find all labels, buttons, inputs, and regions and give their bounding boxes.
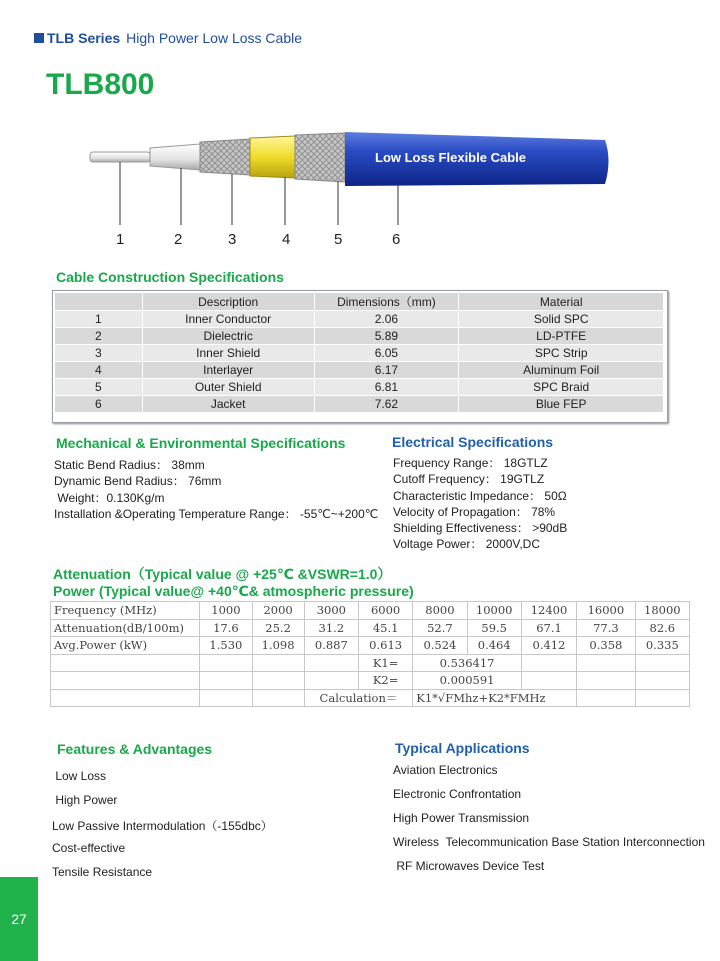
table-header-row bbox=[55, 293, 664, 311]
table-cell: SPC Braid bbox=[459, 379, 664, 396]
table-cell: 1000 bbox=[200, 602, 252, 620]
list-item: Wireless Telecommunication Base Station Interconnection bbox=[393, 835, 705, 849]
table-cell: 2000 bbox=[252, 602, 304, 620]
table-cell: 52.7 bbox=[413, 619, 467, 637]
table-cell: Inner Conductor bbox=[142, 311, 314, 328]
list-item: Tensile Resistance bbox=[52, 865, 153, 879]
calculation-label: Calculation＝ bbox=[304, 689, 413, 707]
table-row bbox=[51, 637, 690, 655]
table-cell: 0.887 bbox=[304, 637, 358, 655]
table-cell: Dielectric bbox=[142, 328, 314, 345]
table-cell: 1.530 bbox=[200, 637, 252, 655]
inner-shield-shape bbox=[200, 139, 250, 175]
table-cell: 1 bbox=[55, 311, 143, 328]
list-item: Low Loss bbox=[52, 769, 107, 783]
outer-shield-shape bbox=[295, 133, 345, 182]
table-cell: 5.89 bbox=[314, 328, 459, 345]
dielectric-shape bbox=[150, 144, 200, 170]
table-cell: 3 bbox=[55, 345, 143, 362]
table-cell: 31.2 bbox=[304, 619, 358, 637]
table-row bbox=[55, 362, 664, 379]
cable-label: Low Loss Flexible Cable bbox=[375, 150, 526, 165]
construction-heading: Cable Construction Specifications bbox=[56, 269, 284, 285]
callout-number: 3 bbox=[228, 231, 237, 248]
table-cell: Outer Shield bbox=[142, 379, 314, 396]
table-cell: 2.06 bbox=[314, 311, 459, 328]
table-cell: 59.5 bbox=[467, 619, 521, 637]
table-cell: 6 bbox=[55, 396, 143, 413]
attenuation-table bbox=[50, 601, 690, 707]
spec-line: Shielding Effectiveness： >90dB bbox=[393, 521, 568, 536]
applications-list bbox=[393, 763, 705, 883]
callout-number: 1 bbox=[116, 231, 125, 248]
list-item: Cost-effective bbox=[52, 841, 126, 855]
spec-line: Dynamic Bend Radius： 76mm bbox=[54, 474, 222, 489]
table-cell: 0.524 bbox=[413, 637, 467, 655]
table-cell: 0.613 bbox=[358, 637, 412, 655]
list-item: RF Microwaves Device Test bbox=[393, 859, 545, 873]
k2-value: 0.000591 bbox=[413, 672, 522, 690]
row-label: Attenuation(dB/100m) bbox=[51, 619, 200, 637]
series-header bbox=[34, 30, 302, 46]
spec-line: Velocity of Propagation： 78% bbox=[393, 504, 556, 519]
square-bullet-icon bbox=[34, 33, 44, 43]
spec-line: Weight：0.130Kg/m bbox=[54, 490, 165, 505]
callout-number: 2 bbox=[174, 231, 183, 248]
table-row bbox=[51, 619, 690, 637]
list-item: Low Passive Intermodulation（-155dbc） bbox=[52, 819, 273, 833]
list-item: High Power Transmission bbox=[393, 811, 530, 825]
table-cell: Jacket bbox=[142, 396, 314, 413]
table-cell: 1.098 bbox=[252, 637, 304, 655]
table-cell: 4 bbox=[55, 362, 143, 379]
table-cell: 6.17 bbox=[314, 362, 459, 379]
table-cell: LD-PTFE bbox=[459, 328, 664, 345]
table-cell: 7.62 bbox=[314, 396, 459, 413]
attenuation-heading: Attenuation（Typical value @ +25℃ &VSWR=1.0） bbox=[53, 566, 392, 582]
table-cell: 6.81 bbox=[314, 379, 459, 396]
callout-number: 4 bbox=[282, 231, 291, 248]
callout-number: 6 bbox=[392, 231, 401, 248]
list-item: Electronic Confrontation bbox=[393, 787, 522, 801]
spec-line: Frequency Range： 18GTLZ bbox=[393, 456, 548, 470]
spec-line: Characteristic Impedance： 50Ω bbox=[393, 488, 567, 503]
table-row bbox=[51, 654, 690, 672]
features-list bbox=[52, 769, 273, 889]
table-cell: 25.2 bbox=[252, 619, 304, 637]
k1-label: K1= bbox=[358, 654, 412, 672]
features-heading: Features & Advantages bbox=[57, 741, 213, 757]
table-cell: Inner Shield bbox=[142, 345, 314, 362]
table-row bbox=[51, 689, 690, 707]
electrical-spec-list bbox=[393, 455, 567, 553]
k2-label: K2= bbox=[358, 672, 412, 690]
interlayer-shape bbox=[250, 136, 295, 178]
spec-line: Installation &Operating Temperature Range： -55℃~+200℃ bbox=[54, 506, 379, 521]
table-cell: 77.3 bbox=[577, 619, 635, 637]
table-cell: Aluminum Foil bbox=[459, 362, 664, 379]
list-item: Aviation Electronics bbox=[393, 763, 498, 777]
table-row bbox=[51, 602, 690, 620]
series-description: High Power Low Loss Cable bbox=[126, 30, 303, 46]
table-row bbox=[55, 311, 664, 328]
column-header: Description bbox=[142, 293, 314, 311]
table-cell: Blue FEP bbox=[459, 396, 664, 413]
table-cell: 67.1 bbox=[521, 619, 576, 637]
table-cell: SPC Strip bbox=[459, 345, 664, 362]
column-header bbox=[55, 293, 143, 311]
row-label: Avg.Power (kW) bbox=[51, 637, 200, 655]
page-number: 27 bbox=[11, 911, 27, 927]
spec-line: Cutoff Frequency： 19GTLZ bbox=[393, 472, 545, 487]
table-cell: Solid SPC bbox=[459, 311, 664, 328]
table-cell: 82.6 bbox=[635, 619, 689, 637]
table-cell: 18000 bbox=[635, 602, 689, 620]
construction-table bbox=[54, 292, 664, 413]
list-item: High Power bbox=[52, 793, 118, 807]
table-cell: 8000 bbox=[413, 602, 467, 620]
table-cell: 12400 bbox=[521, 602, 576, 620]
table-cell: 10000 bbox=[467, 602, 521, 620]
table-row bbox=[55, 345, 664, 362]
table-cell: 17.6 bbox=[200, 619, 252, 637]
power-heading: Power (Typical value@ +40℃& atmospheric pressure) bbox=[53, 583, 414, 599]
cable-illustration bbox=[80, 130, 640, 250]
table-row bbox=[51, 672, 690, 690]
table-cell: 0.464 bbox=[467, 637, 521, 655]
table-cell: 6.05 bbox=[314, 345, 459, 362]
table-cell: 6000 bbox=[358, 602, 412, 620]
inner-conductor-shape bbox=[90, 152, 150, 162]
table-cell: 16000 bbox=[577, 602, 635, 620]
series-name: TLB Series bbox=[47, 30, 121, 46]
table-cell: 0.358 bbox=[577, 637, 635, 655]
table-row bbox=[55, 396, 664, 413]
mechanical-heading: Mechanical & Environmental Specifications bbox=[56, 435, 346, 451]
page-title: TLB800 bbox=[46, 68, 155, 101]
column-header: Material bbox=[459, 293, 664, 311]
table-cell: 3000 bbox=[304, 602, 358, 620]
table-cell: 2 bbox=[55, 328, 143, 345]
table-cell: 45.1 bbox=[358, 619, 412, 637]
table-cell: 0.412 bbox=[521, 637, 576, 655]
k1-value: 0.536417 bbox=[413, 654, 522, 672]
callout-number: 5 bbox=[334, 231, 343, 248]
table-cell: Interlayer bbox=[142, 362, 314, 379]
row-label: Frequency (MHz) bbox=[51, 602, 200, 620]
column-header: Dimensions（mm) bbox=[314, 293, 459, 311]
table-cell: 5 bbox=[55, 379, 143, 396]
applications-heading: Typical Applications bbox=[395, 740, 530, 756]
page-number-tab bbox=[0, 877, 38, 961]
table-row bbox=[55, 379, 664, 396]
calculation-formula: K1*√FMhz+K2*FMHz bbox=[413, 689, 577, 707]
table-cell: 0.335 bbox=[635, 637, 689, 655]
spec-line: Voltage Power： 2000V,DC bbox=[393, 537, 540, 552]
table-row bbox=[55, 328, 664, 345]
spec-line: Static Bend Radius： 38mm bbox=[54, 458, 205, 472]
mechanical-spec-list bbox=[54, 457, 378, 522]
electrical-heading: Electrical Specifications bbox=[392, 434, 554, 450]
